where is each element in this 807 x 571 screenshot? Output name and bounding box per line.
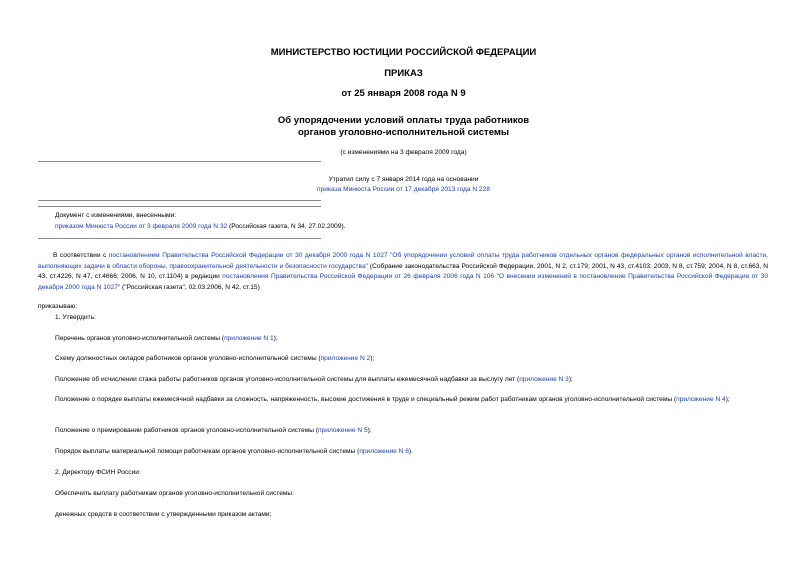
item-2: 2. Директору ФСИН России: <box>55 469 141 476</box>
appendix-2-link[interactable]: приложение N 2 <box>320 355 371 362</box>
list-item: Схему должностных окладов работников органов уголовно-исполнительной системы (приложение N 2); <box>55 355 375 362</box>
date-number-heading: от 25 января 2008 года N 9 <box>341 88 466 99</box>
list-item: Положение о порядке выплаты ежемесячной надбавки за сложность, напряженность, высокие достижения в труде и специальный режим работ работникам органов уголовно-исполнительной системы (приложение N 4); <box>55 396 730 403</box>
list-item: Порядок выплаты материальной помощи работникам органов уголовно-исполнительной системы (приложение N 6). <box>55 448 413 455</box>
preamble-paragraph: В соответствии с постановлением Правительства Российской Федерации от 30 декабря 2000 года N 1027 "Об упорядочении условий оплаты труда работников отдельных органов федеральных органов исполнительной власти, выполняющих задачи в области обороны, правоохранительной деятельности и безопасности государства" (Собрание законодательства Российской Федерации, 2001, N 2, ст.179; 2001, N 43, ст.4103; 2003, N 8, ст.759; 2004, N 8, ст.663, N 43, ст.4226, N 47, ст.4666; 2006, N 10, ст.1104) в редакции постановления Правительства Российской Федерации от 26 февраля 2006 года N 106 "О внесении изменений в постановление Правительства Российской Федерации от 30 декабря 2000 года N 1027" ("Российская газета", 02.03.2006, N 42, ст.15) <box>38 252 769 291</box>
divider <box>38 206 321 207</box>
amend-box-line: приказом Минюста России от 3 февраля 2009 года N 32 (Российская газета, N 34, 27.02.2009). <box>55 223 346 230</box>
doc-type-heading: ПРИКАЗ <box>384 68 423 79</box>
title-line-2: органов уголовно-исполнительной системы <box>297 127 510 138</box>
resolution-106-link[interactable]: постановления Правительства Российской Федерации от 26 февраля 2006 года N 106 "О внесении изменений в постановление Правительства Российской Федерации от 30 декабря 2000 года N 1027" <box>38 273 768 291</box>
appendix-5-link[interactable]: приложение N 5 <box>318 427 368 434</box>
divider <box>38 238 321 239</box>
amend-order-link[interactable]: приказом Минюста России от 3 февраля 2009 года N 32 <box>55 223 228 230</box>
status-line-1: Утратил силу с 7 января 2014 года на основании <box>328 176 479 183</box>
appendix-3-link[interactable]: приложение N 3 <box>519 376 569 383</box>
status-link[interactable] <box>0 185 807 194</box>
appendix-1-link[interactable]: приложение N 1 <box>224 335 274 342</box>
ministry-heading: МИНИСТЕРСТВО ЮСТИЦИИ РОССИЙСКОЙ ФЕДЕРАЦИИ <box>270 47 537 58</box>
divider <box>38 200 321 201</box>
divider <box>38 161 321 162</box>
list-item: Положение об исчислении стажа работы работников органов уголовно-исполнительной системы для выплаты ежемесячной надбавки за выслугу лет (приложение N 3); <box>55 376 573 383</box>
repeal-order-link[interactable]: приказа Минюста России от 17 декабря 2013 года N 228 <box>317 186 490 193</box>
list-item: денежных средств в соответствии с утвержденными приказом актами; <box>55 511 272 518</box>
order-word: приказываю: <box>38 303 78 310</box>
resolution-1027-link[interactable]: постановлением Правительства Российской Федерации от 30 декабря 2000 года N 1027 "Об упорядочении условий оплаты труда работников отдельных органов федеральных органов исполнительной власти, выполняющих задачи в области обороны, правоохранительной деятельности и безопасности государства" <box>38 252 769 270</box>
changes-note: (с изменениями на 3 февраля 2009 года) <box>340 149 467 156</box>
appendix-6-link[interactable]: приложение N 6 <box>359 448 409 455</box>
title-line-1: Об упорядочении условий оплаты труда работников <box>277 115 530 126</box>
amend-box-heading: Документ с изменениями, внесенными: <box>55 212 177 219</box>
list-item: Обеспечить выплату работникам органов уголовно-исполнительной системы: <box>55 490 294 497</box>
list-item: Положение о премировании работников органов уголовно-исполнительной системы (приложение N 5); <box>55 427 372 434</box>
list-item: Перечень органов уголовно-исполнительной системы (приложение N 1); <box>55 335 278 342</box>
item-1: 1. Утвердить: <box>55 314 96 321</box>
appendix-4-link[interactable]: приложение N 4 <box>676 396 726 403</box>
